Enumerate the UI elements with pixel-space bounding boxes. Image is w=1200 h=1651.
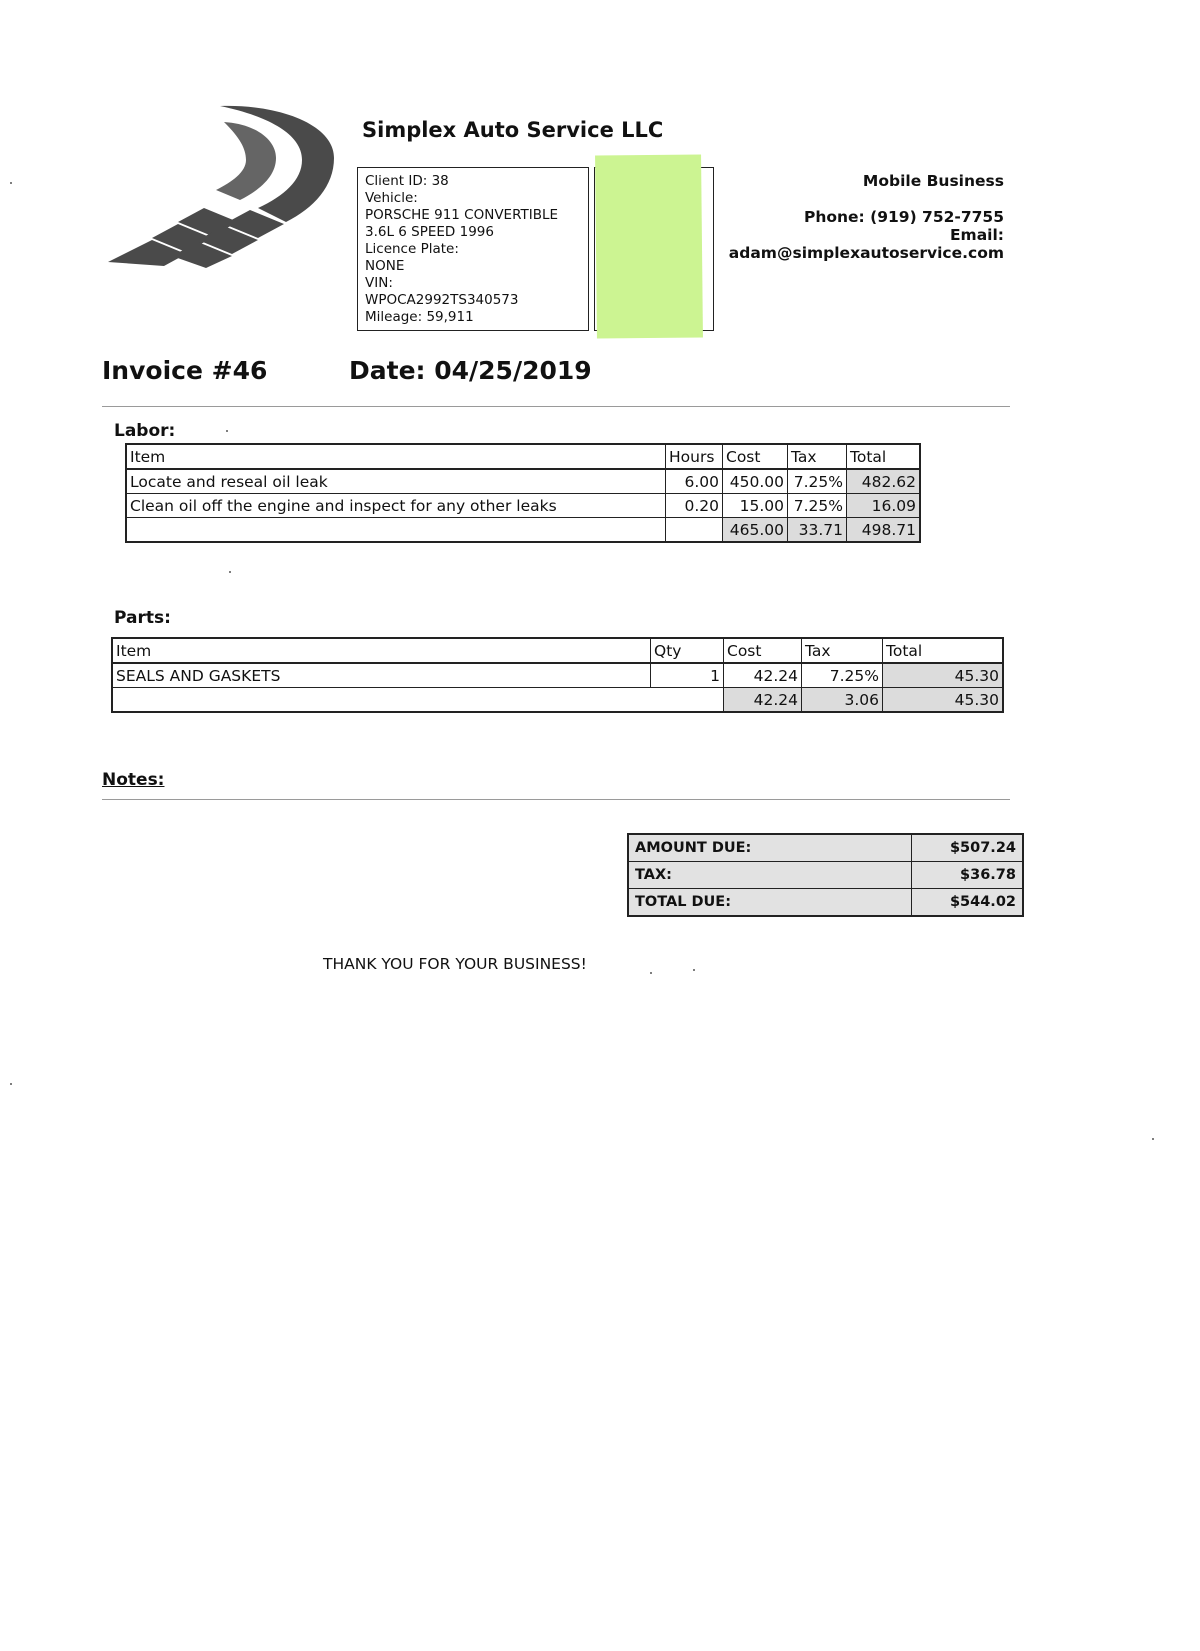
parts-table	[111, 637, 1004, 713]
vehicle-spec: 3.6L 6 SPEED 1996	[365, 224, 494, 240]
amount-due-label: AMOUNT DUE:	[628, 834, 912, 862]
part-qty: 1	[651, 663, 724, 688]
company-logo	[108, 104, 340, 268]
invoice-number: Invoice #46	[102, 356, 268, 385]
divider	[102, 406, 1010, 407]
vin-value: WPOCA2992TS340573	[365, 292, 519, 308]
header-item: Item	[126, 444, 666, 469]
thank-you-message: THANK YOU FOR YOUR BUSINESS!	[323, 955, 587, 973]
parts-totals-blank	[112, 688, 724, 713]
scan-speck	[650, 972, 652, 974]
part-total: 45.30	[883, 663, 1004, 688]
labor-cost: 450.00	[723, 469, 788, 494]
scan-speck	[10, 182, 12, 184]
scan-speck	[229, 571, 231, 573]
summary-table	[627, 833, 1024, 917]
labor-total: 482.62	[847, 469, 921, 494]
labor-totals-blank	[126, 518, 666, 543]
header-qty: Qty	[651, 638, 724, 663]
parts-grand-total: 45.30	[883, 688, 1004, 713]
labor-cost-subtotal: 465.00	[723, 518, 788, 543]
phone: Phone: (919) 752-7755	[803, 208, 1004, 226]
tax-row	[628, 862, 1023, 889]
business-type: Mobile Business	[862, 172, 1004, 190]
table-header-row	[112, 638, 1003, 663]
total-due-row	[628, 889, 1023, 917]
part-cost: 42.24	[724, 663, 802, 688]
tax-label: TAX:	[628, 862, 912, 889]
parts-totals-row	[112, 688, 1003, 713]
labor-item: Locate and reseal oil leak	[126, 469, 666, 494]
client-id: Client ID: 38	[365, 173, 449, 189]
company-name: Simplex Auto Service LLC	[362, 118, 664, 142]
header-total: Total	[847, 444, 921, 469]
labor-totals-hours	[666, 518, 723, 543]
table-row	[126, 494, 920, 518]
labor-grand-total: 498.71	[847, 518, 921, 543]
redaction-sticky-note	[595, 154, 703, 338]
labor-totals-row	[126, 518, 920, 543]
labor-cost: 15.00	[723, 494, 788, 518]
plate-label: Licence Plate:	[365, 241, 459, 257]
labor-item: Clean oil off the engine and inspect for any other leaks	[126, 494, 666, 518]
email-label: Email:	[949, 226, 1004, 244]
total-due-label: TOTAL DUE:	[628, 889, 912, 917]
header-cost: Cost	[723, 444, 788, 469]
scan-speck	[10, 1083, 12, 1085]
header-hours: Hours	[666, 444, 723, 469]
vehicle-label: Vehicle:	[365, 190, 418, 206]
scan-speck	[226, 430, 228, 432]
total-due-value: $544.02	[912, 889, 1024, 917]
vehicle-model: PORSCHE 911 CONVERTIBLE	[365, 207, 559, 223]
labor-table	[125, 443, 921, 543]
notes-label: Notes:	[102, 770, 165, 790]
labor-label: Labor:	[114, 421, 176, 441]
labor-hours: 6.00	[666, 469, 723, 494]
labor-tax: 7.25%	[788, 494, 847, 518]
header-tax: Tax	[788, 444, 847, 469]
divider	[102, 799, 1010, 800]
email: adam@simplexautoservice.com	[728, 244, 1004, 262]
part-item: SEALS AND GASKETS	[112, 663, 651, 688]
mileage: Mileage: 59,911	[365, 309, 474, 325]
header-cost: Cost	[724, 638, 802, 663]
scan-speck	[1152, 1138, 1154, 1140]
labor-total: 16.09	[847, 494, 921, 518]
table-row	[126, 469, 920, 494]
table-header-row	[126, 444, 920, 469]
header-total: Total	[883, 638, 1004, 663]
vin-label: VIN:	[365, 275, 393, 291]
scan-speck	[693, 969, 695, 971]
header-item: Item	[112, 638, 651, 663]
labor-tax: 7.25%	[788, 469, 847, 494]
contact-block	[729, 172, 1004, 262]
amount-due-row	[628, 834, 1023, 862]
tax-value: $36.78	[912, 862, 1024, 889]
part-tax: 7.25%	[802, 663, 883, 688]
client-vehicle-box	[357, 167, 589, 331]
parts-label: Parts:	[114, 608, 171, 628]
plate-value: NONE	[365, 258, 405, 274]
table-row	[112, 663, 1003, 688]
parts-tax-subtotal: 3.06	[802, 688, 883, 713]
header-tax: Tax	[802, 638, 883, 663]
labor-hours: 0.20	[666, 494, 723, 518]
amount-due-value: $507.24	[912, 834, 1024, 862]
labor-tax-subtotal: 33.71	[788, 518, 847, 543]
parts-cost-subtotal: 42.24	[724, 688, 802, 713]
invoice-date: Date: 04/25/2019	[349, 356, 592, 385]
